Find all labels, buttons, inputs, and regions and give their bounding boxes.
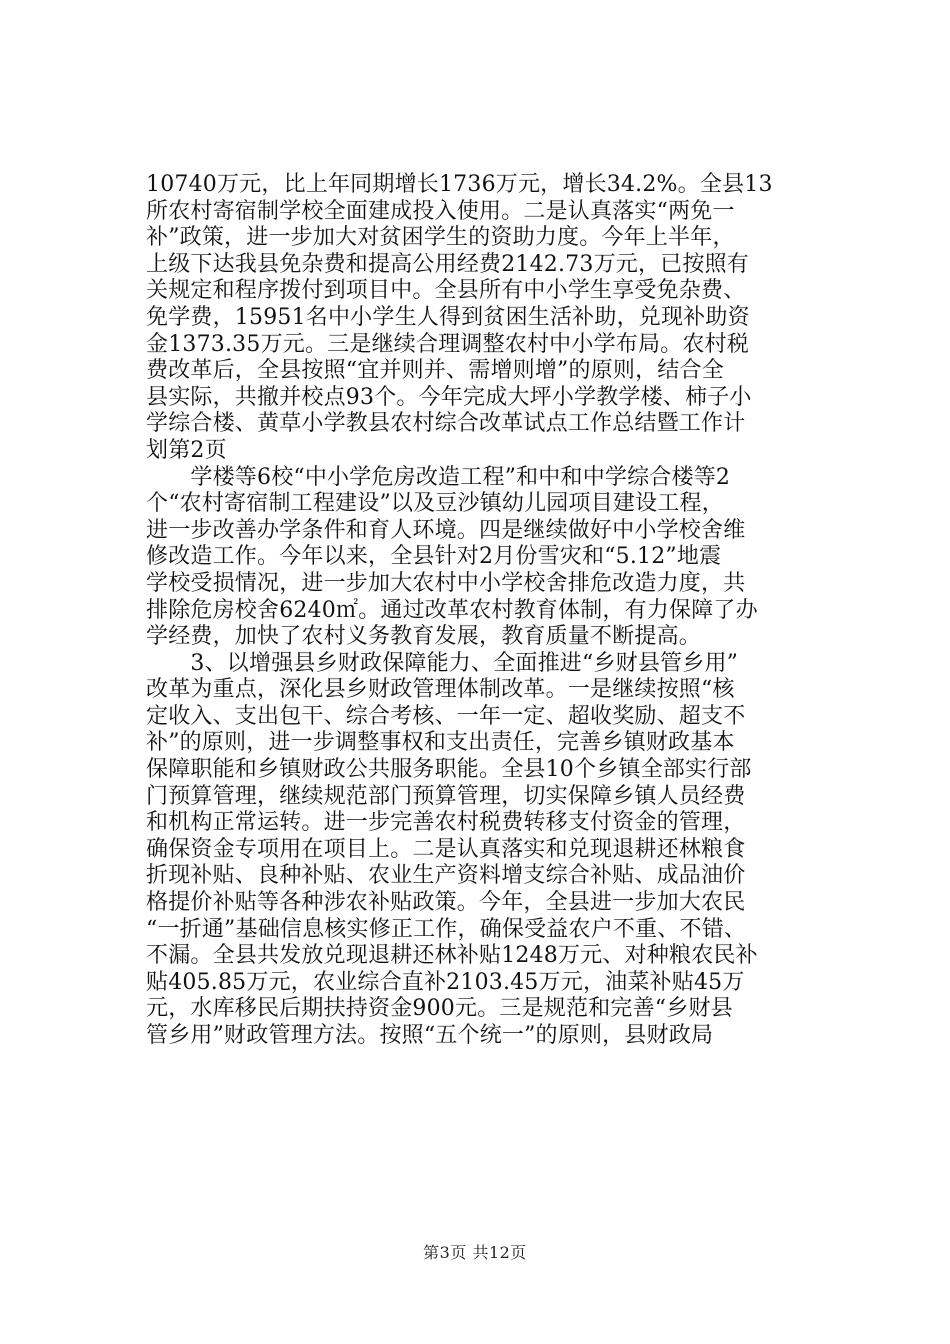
text-line: 学经费，加快了农村义务教育发展，教育质量不断提高。 [146, 624, 702, 650]
text-line: 贴405.85万元，农业综合直补2103.45万元，油菜补贴45万 [146, 969, 745, 995]
text-line: 补”政策，进一步加大对贫困学生的资助力度。今年上半年， [146, 225, 735, 251]
body-text [146, 172, 836, 1050]
text-line: 金1373.35万元。三是继续合理调整农村中小学布局。农村税 [146, 331, 749, 357]
text-line: 学校受损情况，进一步加大农村中小学校舍排危改造力度，共 [146, 570, 746, 596]
text-line: 门预算管理，继续规范部门预算管理，切实保障乡镇人员经费 [146, 783, 746, 809]
text-line: 补”的原则，进一步调整事权和支出责任，完善乡镇财政基本 [146, 730, 735, 756]
text-line: 修改造工作。今年以来，全县针对2月份雪灾和“5.12”地震 [146, 544, 722, 570]
text-line: 管乡用”财政管理方法。按照“五个统一”的原则，县财政局 [146, 1023, 714, 1048]
text-line: 10740万元，比上年同期增长1736万元，增长34.2%。全县13 [146, 172, 773, 197]
text-line: 县实际，共撤并校点93个。今年完成大坪小学教学楼、柿子小 [146, 384, 752, 410]
text-line: 个“农村寄宿制工程建设”以及豆沙镇幼儿园项目建设工程， [146, 491, 724, 517]
text-line: 学综合楼、黄草小学教县农村综合改革试点工作总结暨工作计 [146, 411, 746, 437]
text-line: 3、以增强县乡财政保障能力、全面推进“乡财县管乡用” [146, 650, 739, 676]
text-line: 进一步改善办学条件和育人环境。四是继续做好中小学校舍维 [146, 517, 746, 543]
text-line: 确保资金专项用在项目上。二是认真落实和兑现退耕还林粮食 [146, 836, 746, 862]
text-line: 上级下达我县免杂费和提高公用经费2142.73万元，已按照有 [146, 251, 749, 277]
text-line: 学楼等6校“中小学危房改造工程”和中和中学综合楼等2 [146, 464, 731, 490]
page-number-footer: 第3页 共12页 [423, 1243, 527, 1262]
text-line: 定收入、支出包干、综合考核、一年一定、超收奖励、超支不 [146, 703, 746, 729]
text-line: 保障职能和乡镇财政公共服务职能。全县10个乡镇全部实行部 [146, 757, 752, 783]
text-line: 折现补贴、良种补贴、农业生产资料增支综合补贴、成品油价 [146, 863, 746, 889]
text-line: 所农村寄宿制学校全面建成投入使用。二是认真落实“两免一 [146, 198, 735, 224]
text-line: 费改革后，全县按照“宜并则并、需增则增”的原则，结合全 [146, 358, 724, 384]
text-line: 元，水库移民后期扶持资金900元。三是规范和完善“乡财县 [146, 996, 733, 1022]
text-line: 改革为重点，深化县乡财政管理体制改革。一是继续按照“核 [146, 677, 735, 703]
text-line: “一折通”基础信息核实修正工作，确保受益农户不重、不错、 [146, 916, 747, 942]
text-line: 划第2页 [146, 437, 227, 463]
text-line: 格提价补贴等各种涉农补贴政策。今年，全县进一步加大农民 [146, 890, 746, 916]
text-line: 不漏。全县共发放兑现退耕还林补贴1248万元、对种粮农民补 [146, 943, 758, 969]
text-line: 关规定和程序拨付到项目中。全县所有中小学生享受免杂费、 [146, 278, 746, 304]
text-line: 和机构正常运转。进一步完善农村税费转移支付资金的管理， [146, 810, 746, 836]
text-line: 免学费，15951名中小学生人得到贫困生活补助，兑现补助资 [146, 304, 750, 330]
text-line: 排除危房校舍6240㎡。通过改革农村教育体制，有力保障了办 [146, 597, 758, 623]
